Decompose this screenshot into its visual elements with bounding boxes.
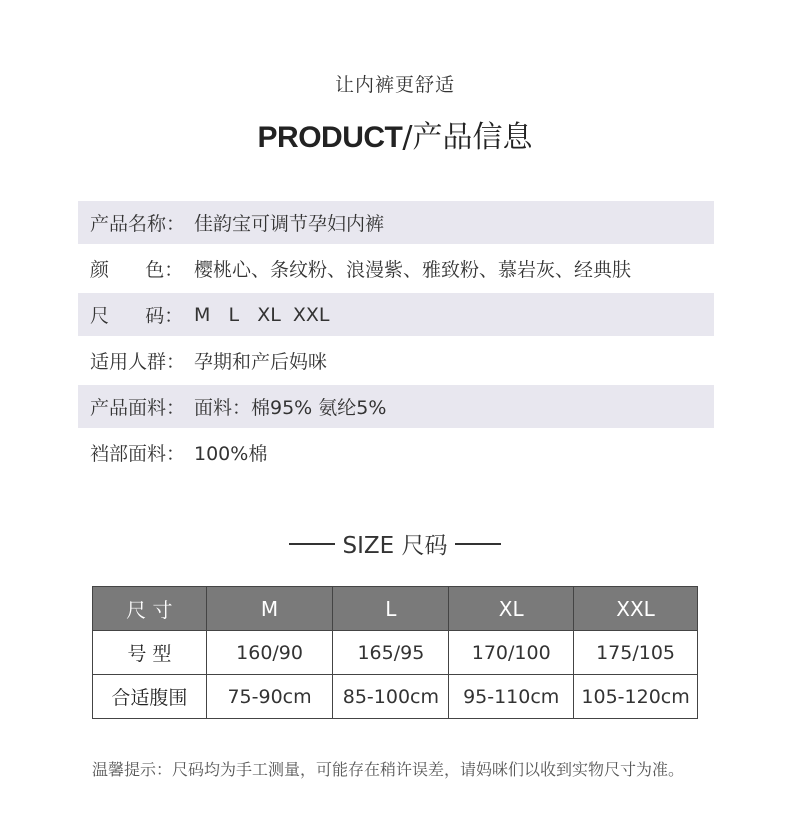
size-table (92, 586, 698, 719)
row-header: 号 型 (93, 631, 207, 675)
info-row-fabric (78, 385, 714, 428)
info-label: 产品名称： (90, 213, 186, 235)
info-row-size (78, 293, 714, 336)
table-cell: 105-120cm (574, 675, 698, 719)
title-chinese: /产品信息 (402, 120, 533, 155)
size-heading (0, 527, 790, 560)
table-cell: 160/90 (206, 631, 333, 675)
column-header: XXL (574, 587, 698, 631)
info-label: 尺 码： (90, 305, 184, 327)
column-header: 尺 寸 (93, 587, 207, 631)
title-english: PRODUCT (257, 121, 403, 154)
info-label: 裆部面料： (90, 443, 186, 465)
info-value: 樱桃心、条纹粉、浪漫紫、雅致粉、慕岩灰、经典肤 (194, 259, 632, 281)
table-cell: 75-90cm (206, 675, 333, 719)
table-row (93, 675, 698, 719)
info-label: 颜 色： (90, 259, 184, 281)
table-row (93, 631, 698, 675)
table-cell: 175/105 (574, 631, 698, 675)
info-row-color (78, 247, 714, 290)
info-value: M L XL XXL (194, 303, 330, 326)
info-value: 面料：棉95% 氨纶5% (194, 397, 387, 419)
info-value: 佳韵宝可调节孕妇内裤 (194, 213, 385, 235)
size-heading-text: SIZE 尺码 (342, 533, 448, 559)
column-header: L (333, 587, 449, 631)
page-title (0, 112, 790, 156)
tagline: 让内裤更舒适 (334, 74, 455, 96)
info-label: 适用人群： (90, 351, 186, 373)
table-cell: 170/100 (449, 631, 574, 675)
table-cell: 85-100cm (333, 675, 449, 719)
divider (289, 543, 335, 545)
table-cell: 165/95 (333, 631, 449, 675)
row-header: 合适腹围 (93, 675, 207, 719)
column-header: M (206, 587, 333, 631)
info-row-audience (78, 339, 714, 382)
info-row-name (78, 201, 714, 244)
table-header-row (93, 587, 698, 631)
product-info-list (78, 201, 714, 477)
info-row-crotch-fabric (78, 431, 714, 474)
info-label: 产品面料： (90, 397, 186, 419)
column-header: XL (449, 587, 574, 631)
size-note: 温馨提示：尺码均为手工测量，可能存在稍许误差，请妈咪们以收到实物尺寸为准。 (92, 760, 685, 779)
info-value: 孕期和产后妈咪 (194, 351, 328, 373)
info-value: 100%棉 (194, 443, 268, 465)
table-cell: 95-110cm (449, 675, 574, 719)
divider (455, 543, 501, 545)
